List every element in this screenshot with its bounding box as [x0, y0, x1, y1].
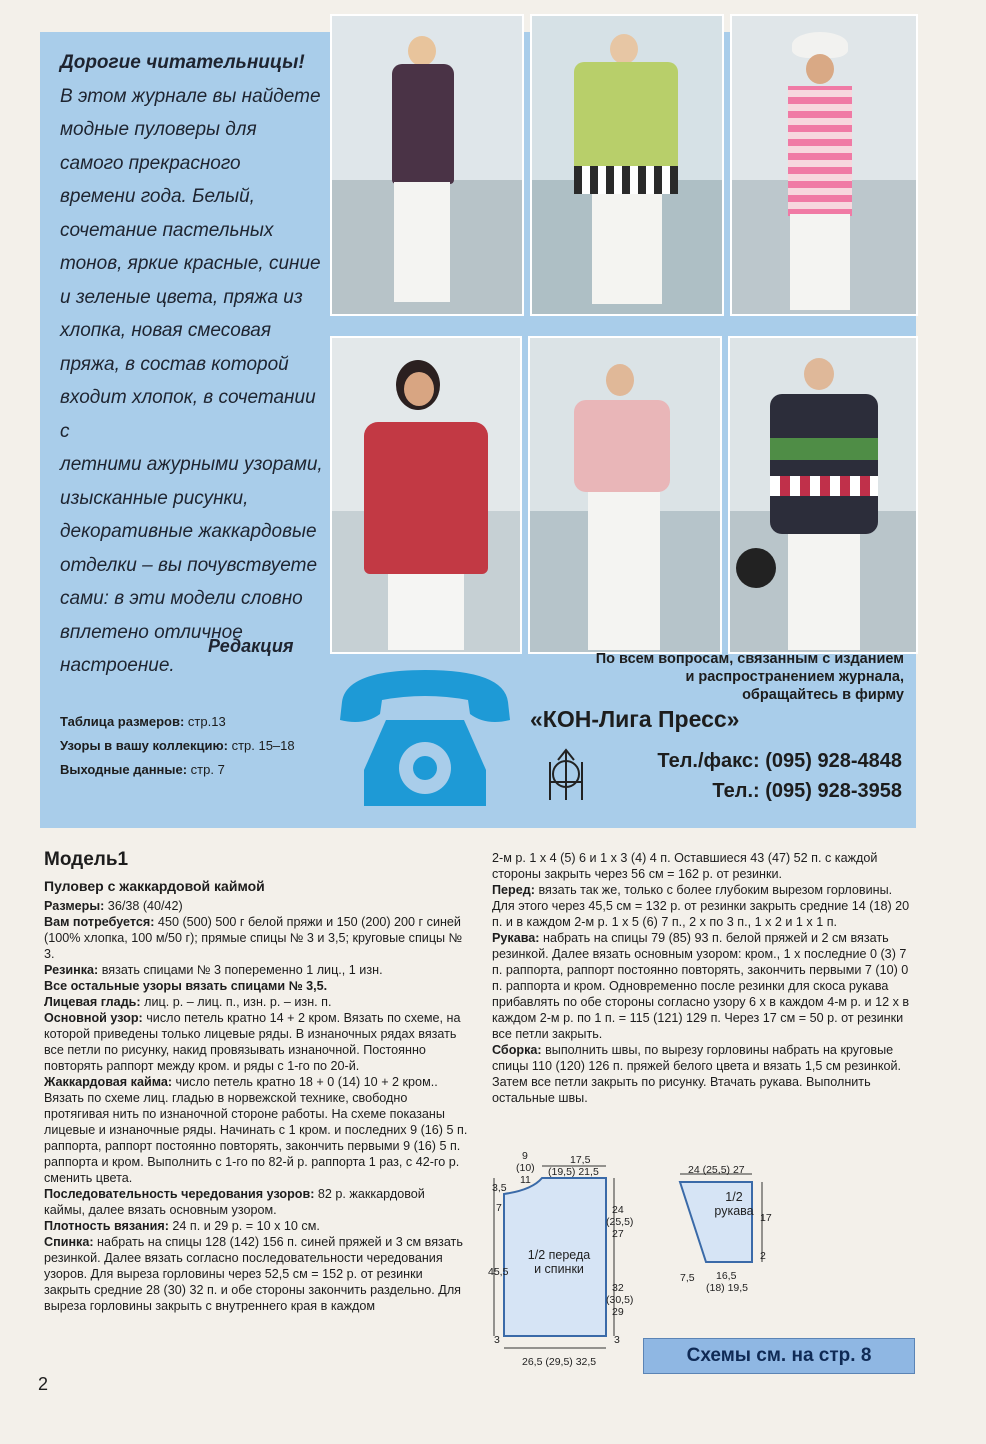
info-imprint	[60, 758, 295, 782]
info-label: Выходные данные:	[60, 762, 188, 777]
dim-label: (25,5)	[606, 1216, 634, 1228]
intro-line: и зеленые цвета, пряжа из	[60, 286, 303, 308]
greeting: Дорогие читательницы!	[60, 52, 305, 73]
intro-line: летними ажурными узорами,	[60, 454, 323, 475]
dim-label: 11	[520, 1174, 531, 1186]
para-label: Жаккардовая кайма:	[44, 1075, 173, 1089]
dim-label: (30,5)	[606, 1294, 634, 1306]
dim-label: 16,5	[716, 1270, 737, 1282]
photo-model-green-jacquard-jacket	[728, 336, 918, 654]
para-label: Размеры:	[44, 899, 105, 913]
intro-line: изысканные рисунки,	[60, 487, 249, 509]
para-text: выполнить швы, по вырезу горловины набрать на круговые спицы 110 (120) 126 п. пряжей белого цвета и вязать 1,5 см резинкой. Затем все петли закрыть по рисунку. Втачать рукава. Выполнить остальные швы.	[492, 1043, 902, 1105]
intro-line: декоративные жаккардовые	[60, 521, 317, 542]
para-label: Спинка:	[44, 1235, 94, 1249]
para-label: Рукава:	[492, 931, 540, 945]
intro-text	[60, 46, 330, 683]
dim-label: (19,5) 21,5	[548, 1166, 599, 1178]
intro-line: модные пуловеры для	[60, 119, 257, 140]
schemes-note: Схемы см. на стр. 8	[643, 1338, 915, 1374]
para-text: 24 п. и 29 р. = 10 х 10 см.	[168, 1219, 320, 1233]
body-schematic-label	[524, 1248, 594, 1276]
page-number: 2	[38, 1374, 49, 1394]
dim-label: 17	[760, 1212, 772, 1224]
main-pattern-paragraph	[44, 1010, 468, 1074]
para-text: набрать на спицы 79 (85) 93 п. белой пряжей и 2 см вязать резинкой. Далее вязать основным узором: кром., 1 х последние 0 (3) 7 п. раппорта, раппорт постоянно повторять, закончить первыми 7 (10) 0 п. раппорта и кром. Одновременно после резинки для скоса рукава прибавлять по обе стороны согласно узору 6 х в каждом 4-м р. и 12 х в каждом 2-м р. по 1 п. = 115 (121) 129 п. Через 17 см = 50 р. от резинки все петли закрыть.	[492, 931, 910, 1041]
contact-line: обращайтесь в фирму	[742, 687, 904, 703]
info-sizes	[60, 710, 295, 734]
intro-line: отделки – вы почувствуете	[60, 554, 318, 576]
gauge-paragraph	[44, 1218, 468, 1234]
schematic-label: 1/2 переда	[527, 1248, 591, 1262]
photo-model-striped-top	[730, 14, 918, 316]
para-text: вязать так же, только с более глубоким вырезом горловины. Для этого через 45,5 см = 132 р. от резинки закрыть средние 14 (18) 20 п. и в каждом 2-м р. 1 х 5 (6) 7 п., 2 х по 3 п., 1 х 2 и 1 х 1 п.	[492, 883, 910, 929]
sleeves-paragraph	[492, 930, 918, 1042]
info-label: Узоры в вашу коллекцию:	[60, 738, 228, 753]
intro-line: вплетено отличное	[60, 621, 243, 643]
front-paragraph	[492, 882, 918, 930]
telephone-icon	[336, 664, 514, 812]
dim-label: (10)	[516, 1162, 535, 1174]
para-text: 36/38 (40/42)	[104, 899, 183, 913]
phone: Тел.: (095) 928-3958	[712, 780, 902, 802]
contents-info	[60, 710, 295, 782]
intro-line: хлопка, новая смесовая	[60, 320, 272, 341]
sizes-paragraph	[44, 898, 468, 914]
dim-label: (18) 19,5	[706, 1282, 749, 1294]
dim-label: 2	[760, 1250, 766, 1262]
photo-model-green-pullover	[530, 14, 724, 316]
dim-label: 32	[612, 1282, 624, 1294]
para-label: Последовательность чередования узоров:	[44, 1187, 315, 1201]
sequence-paragraph	[44, 1186, 468, 1218]
para-text: число петель кратно 18 + 0 (14) 10 + 2 кром.. Вязать по схеме лиц. гладью в норвежской технике, свободно протягивая нить по изнаночной стороне работы. На схеме показаны лицевые и изнаночные ряды. Начинать с 1 кром. и последних 9 (16) 5 п. раппорта, раппорт постоянно повторять, закончить первыми 9 (16) 5 п. раппорта и кром. Выполнить с 1-го по 82-й р. раппорта 1 раз, с 42-го р. сменить цвета.	[44, 1075, 468, 1185]
dim-label: 27	[612, 1228, 624, 1240]
para-label: Резинка:	[44, 963, 99, 977]
back-paragraph	[44, 1234, 468, 1314]
phone-fax: Тел./факс: (095) 928-4848	[657, 750, 902, 772]
info-value: стр. 7	[187, 762, 225, 777]
dim-label: 3,5	[492, 1182, 507, 1194]
dim-label: 26,5 (29,5) 32,5	[522, 1356, 597, 1368]
materials-paragraph	[44, 914, 468, 962]
intro-line: пряжа, в состав которой	[60, 353, 289, 375]
model-subtitle: Пуловер с жаккардовой каймой	[44, 878, 265, 894]
para-text: лиц. р. – лиц. п., изн. р. – изн. п.	[140, 995, 332, 1009]
intro-line: времени года. Белый,	[60, 186, 255, 207]
photo-model-pink-cardigan	[528, 336, 722, 654]
signature: Редакция	[208, 636, 294, 656]
info-value: стр. 15–18	[227, 738, 295, 753]
para-label: Перед:	[492, 883, 535, 897]
schematic-label: и спинки	[534, 1262, 584, 1276]
dim-label: 3	[614, 1334, 620, 1346]
contact-line: По всем вопросам, связанным с изданием	[595, 651, 904, 667]
dim-label: 29	[612, 1306, 624, 1318]
photo-model-purple-tunic	[330, 14, 524, 316]
info-value: стр.13	[184, 714, 226, 729]
dim-label: 24 (25,5) 27	[688, 1164, 745, 1176]
dim-label: 7,5	[680, 1272, 695, 1284]
instructions-left-column	[44, 848, 468, 1314]
dim-label: 7	[496, 1202, 502, 1214]
para-label: Сборка:	[492, 1043, 542, 1057]
dim-label: 3	[494, 1334, 500, 1346]
back-continued: 2-м р. 1 х 4 (5) 6 и 1 х 3 (4) 4 п. Оставшиеся 43 (47) 52 п. с каждой стороны закрыть через 56 см = 162 р. от резинки.	[492, 851, 878, 881]
para-label: Лицевая гладь:	[44, 995, 141, 1009]
instructions-right-column	[492, 850, 918, 1106]
info-label: Таблица размеров:	[60, 714, 185, 729]
contact-line: и распространением журнала,	[685, 669, 904, 685]
kon-logo-icon	[544, 748, 588, 802]
dim-label: 24	[612, 1204, 624, 1216]
sleeve-schematic-label	[712, 1190, 756, 1218]
intro-line: В этом журнале вы найдете	[60, 85, 321, 107]
para-text: число петель кратно 14 + 2 кром. Вязать по схеме, на которой приведены только лицевые ряды. В изнаночных рядах вязать все петли по рисунку, накид провязывать изнаночной. Постоянно повторять раппорт между кром. и ряды с 1-го по 20-й.	[44, 1011, 461, 1073]
intro-line: входит хлопок, в сочетании с	[60, 387, 316, 442]
jacquard-paragraph	[44, 1074, 468, 1186]
intro-line: самого прекрасного	[60, 152, 241, 174]
para-label: Основной узор:	[44, 1011, 143, 1025]
rib-paragraph	[44, 962, 468, 978]
intro-line: сочетание пастельных	[60, 219, 274, 241]
dim-label: 9	[522, 1150, 528, 1162]
firm-name: «КОН-Лига Пресс»	[530, 706, 740, 732]
intro-line: тонов, яркие красные, синие	[60, 253, 321, 274]
photo-model-red-vneck	[330, 336, 522, 654]
schematic-label: рукава	[714, 1204, 754, 1218]
para-text: набрать на спицы 128 (142) 156 п. синей пряжей и 3 см вязать резинкой. Далее вязать согласно последовательности чередования узоров. Для выреза горловины через 52,5 см = 152 р. от резинки закрыть средние 28 (30) 32 п. и обе стороны закончить раздельно. Для выреза горловины закрыть с внутреннего края в каждом	[44, 1235, 463, 1313]
dim-label: 17,5	[570, 1154, 591, 1166]
needles-note	[44, 978, 468, 994]
intro-line: сами: в эти модели словно	[60, 588, 303, 609]
para-text: 82 р. жаккардовой каймы, далее вязать основным узором.	[44, 1187, 425, 1217]
para-label: Плотность вязания:	[44, 1219, 169, 1233]
para-label: Все остальные узоры вязать спицами № 3,5.	[44, 979, 328, 993]
assembly-paragraph	[492, 1042, 918, 1106]
contact-text	[520, 650, 904, 704]
stockinette-paragraph	[44, 994, 468, 1010]
para-text: 450 (500) 500 г белой пряжи и 150 (200) 200 г синей (100% хлопка, 100 м/50 г); прямые спицы № 3 и 3,5; круговые спицы № 3.	[44, 915, 463, 961]
dim-label: 45,5	[488, 1266, 509, 1278]
para-text: вязать спицами № 3 попеременно 1 лиц., 1 изн.	[98, 963, 383, 977]
intro-line: настроение.	[60, 655, 175, 676]
model-title: Модель1	[44, 849, 129, 870]
info-patterns	[60, 734, 295, 758]
para-label: Вам потребуется:	[44, 915, 155, 929]
schematic-label: 1/2	[725, 1190, 743, 1204]
